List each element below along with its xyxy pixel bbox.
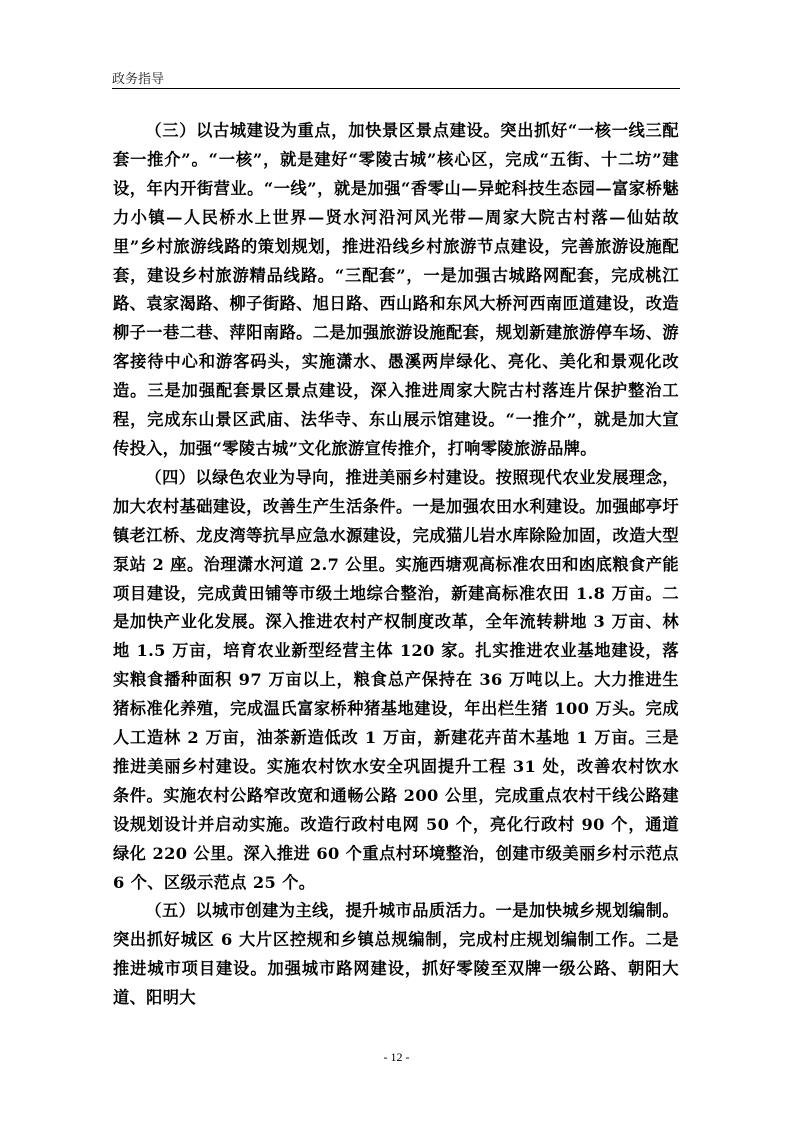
running-header-title: 政务指导: [112, 72, 165, 87]
page-number: - 12 -: [383, 1050, 410, 1064]
document-body: [113, 117, 679, 1013]
paragraph-section-4: （四）以绿色农业为导向，推进美丽乡村建设。按照现代农业发展理念，加大农村基础建设，改善生产生活条件。一是加强农田水利建设。加强邮亭圩镇老江桥、龙皮湾等抗旱应急水源建设，完成猫儿岩水库除险加固，改造大型泵站 2 座。治理潇水河道 2.7 公里。实施西塘观高标准农田和凼底粮食产能项目建设，完成黄田铺等市级土地综合整治，新建高标准农田 1.8 万亩。二是加快产业化发展。深入推进农村产权制度改革，全年流转耕地 3 万亩、林地 1.5 万亩，培育农业新型经营主体 120 家。扎实推进农业基地建设，落实粮食播种面积 97 万亩以上，粮食总产保持在 36 万吨以上。大力推进生猪标准化养殖，完成温氏富家桥种猪基地建设，年出栏生猪 100 万头。完成人工造林 2 万亩，油茶新造低改 1 万亩，新建花卉苗木基地 1 万亩。三是推进美丽乡村建设。实施农村饮水安全巩固提升工程 31 处，改善农村饮水条件。实施农村公路窄改宽和通畅公路 200 公里，完成重点农村干线公路建设规划设计并启动实施。改造行政村电网 50 个，亮化行政村 90 个，通道绿化 220 公里。深入推进 60 个重点村环境整治，创建市级美丽乡村示范点 6 个、区级示范点 25 个。: [113, 467, 679, 892]
header-divider: [112, 88, 680, 89]
paragraph-section-3: （三）以古城建设为重点，加快景区景点建设。突出抓好“一核一线三配套一推介”。“一核”，就是建好“零陵古城”核心区，完成“五街、十二坊”建设，年内开街营业。“一线”，就是加强“香零山—异蛇科技生态园—富家桥魅力小镇—人民桥水上世界—贤水河沿河风光带—周家大院古村落—仙姑故里”乡村旅游线路的策划规划，推进沿线乡村旅游节点建设，完善旅游设施配套，建设乡村旅游精品线路。“三配套”，一是加强古城路网配套，完成桃江路、袁家渴路、柳子街路、旭日路、西山路和东风大桥河西南匝道建设，改造柳子一巷二巷、萍阳南路。二是加强旅游设施配套，规划新建旅游停车场、游客接待中心和游客码头，实施潇水、愚溪两岸绿化、亮化、美化和景观化改造。三是加强配套景区景点建设，深入推进周家大院古村落连片保护整治工程，完成东山景区武庙、法华寺、东山展示馆建设。“一推介”，就是加大宣传投入，加强“零陵古城”文化旅游宣传推介，打响零陵旅游品牌。: [113, 121, 679, 458]
paragraph-section-5: （五）以城市创建为主线，提升城市品质活力。一是加快城乡规划编制。突出抓好城区 6 大片区控规和乡镇总规编制，完成村庄规划编制工作。二是推进城市项目建设。加强城市路网建设，抓好零陵至双牌一级公路、朝阳大道、阳明大: [113, 901, 679, 1008]
